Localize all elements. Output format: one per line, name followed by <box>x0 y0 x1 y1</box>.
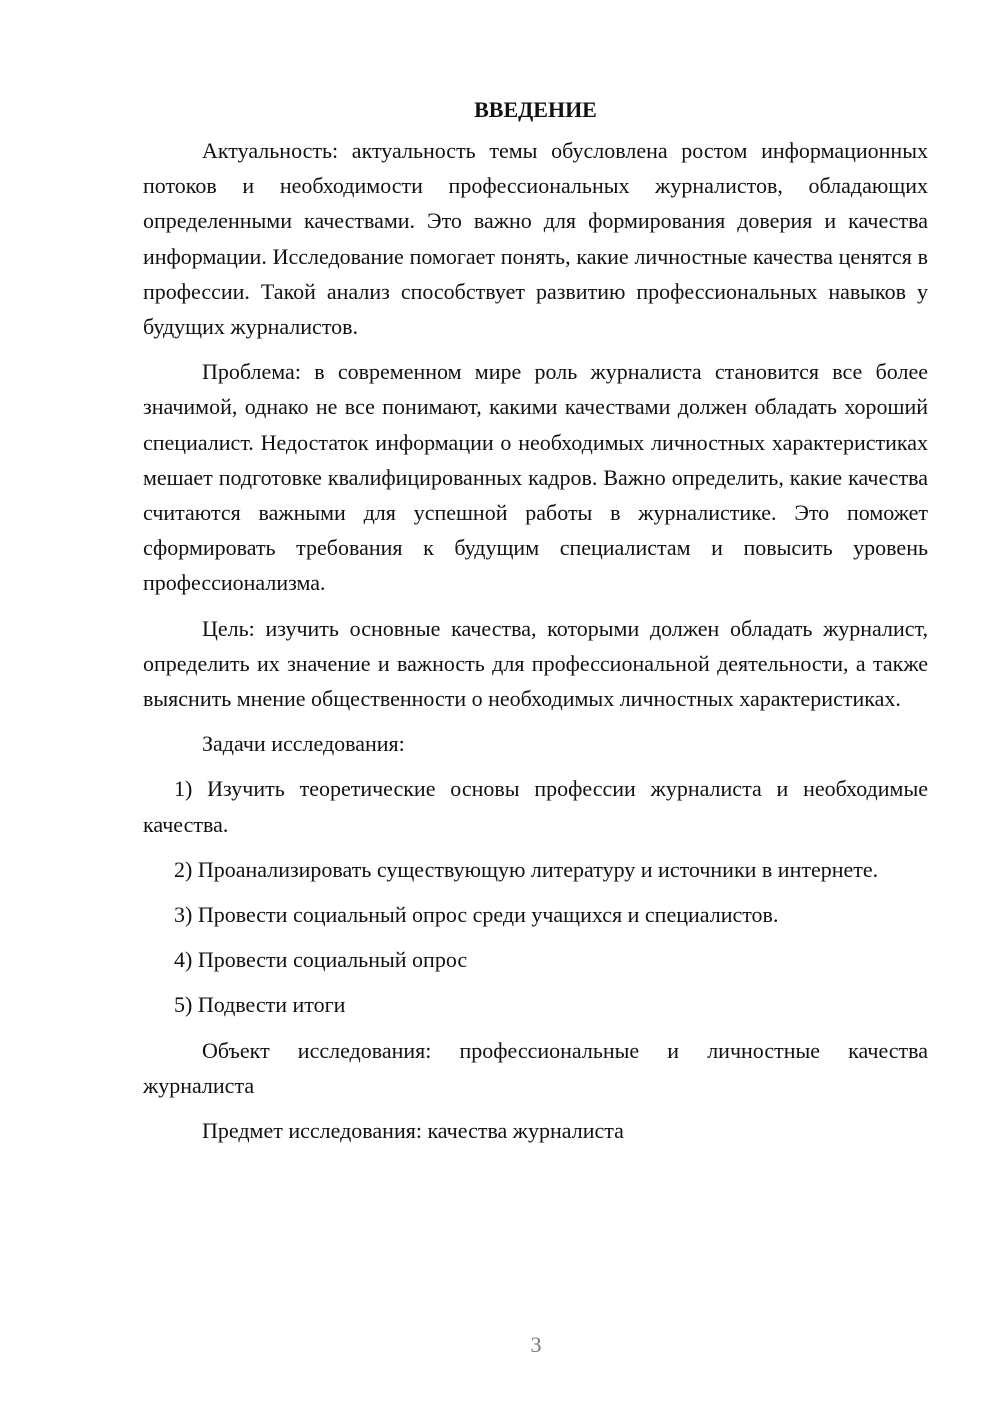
task-item-1: 1) Изучить теоретические основы профессии журналиста и необходимые качества. <box>143 776 928 837</box>
paragraph-subject: Предмет исследования: качества журналиста <box>202 1118 624 1144</box>
paragraph-goal: Цель: изучить основные качества, которыми должен обладать журналист, определить их значение и важность для профессиональной деятельности, а также выяснить мнение общественности о необходимых личностных характеристиках. <box>143 615 928 712</box>
paragraph-tasks-heading: Задачи исследования: <box>202 731 405 757</box>
task-item-5: 5) Подвести итоги <box>174 992 346 1018</box>
task-item-2: 2) Проанализировать существующую литературу и источники в интернете. <box>174 856 879 882</box>
task-item-4: 4) Провести социальный опрос <box>174 947 468 973</box>
task-item-3: 3) Провести социальный опрос среди учащихся и специалистов. <box>174 902 779 928</box>
page-content <box>143 92 928 1158</box>
page-number: 3 <box>530 1332 542 1357</box>
paragraph-problem: Проблема: в современном мире роль журналиста становится все более значимой, однако не все понимают, какими качествами должен обладать хороший специалист. Недостаток информации о необходимых личностных характеристиках мешает подготовке квалифицированных кадров. Важно определить, какие качества считаются важными для успешной работы в журналистике. Это поможет сформировать требования к будущим специалистам и повысить уровень профессионализма. <box>143 359 928 596</box>
paragraph-object: Объект исследования: профессиональные и личностные качества журналиста <box>143 1037 928 1098</box>
section-title: ВВЕДЕНИЕ <box>474 97 597 122</box>
paragraph-relevance: Актуальность: актуальность темы обусловлена ростом информационных потоков и необходимости профессиональных журналистов, обладающих определенными качествами. Это важно для формирования доверия и качества информации. Исследование помогает понять, какие личностные качества ценятся в профессии. Такой анализ способствует развитию профессиональных навыков у будущих журналистов. <box>143 138 928 340</box>
